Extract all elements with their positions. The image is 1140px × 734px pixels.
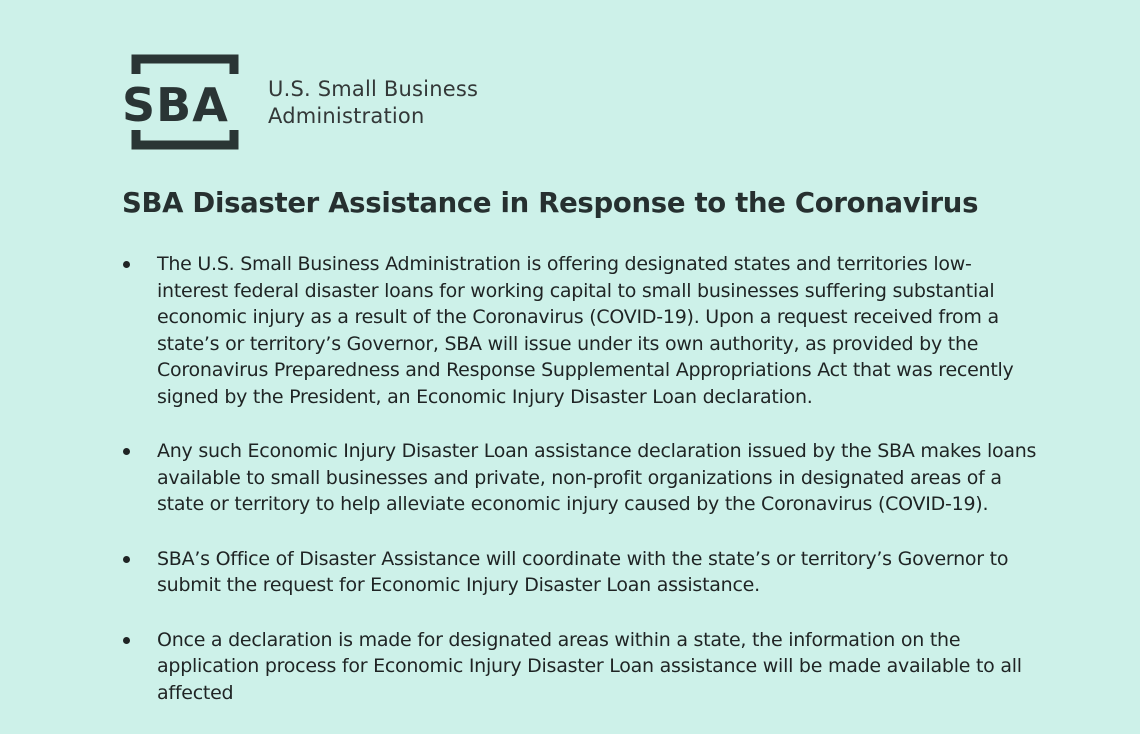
bullet-item: [122, 546, 1042, 599]
sba-logo: [122, 54, 246, 150]
bullet-text: Any such Economic Injury Disaster Loan assistance declaration issued by the SBA makes loans available to small businesses and private, non-profit organizations in designated areas of a state or territory to help alleviate economic injury caused by the Coronavirus (COVID-19).: [157, 440, 1037, 515]
agency-name-line-1: U.S. Small Business: [268, 77, 479, 101]
bullet-item: [122, 438, 1042, 518]
bullet-icon: [123, 261, 130, 268]
sba-logo-text: SBA: [122, 78, 229, 132]
bullet-item: [122, 251, 1042, 410]
bullet-list: [122, 251, 1042, 734]
bullet-icon: [123, 637, 130, 644]
bullet-icon: [123, 556, 130, 563]
bullet-text: The U.S. Small Business Administration is offering designated states and territories low-interest federal disaster loans for working capital to small businesses suffering substantial economic injury as a result of the Coronavirus (COVID-19). Upon a request received from a state’s or territory’s Governor, SBA will issue under its own authority, as provided by the Coronavirus Preparedness and Response Supplemental Appropriations Act that was recently signed by the President, an Economic Injury Disaster Loan declaration.: [157, 253, 1014, 408]
bullet-item: [122, 627, 1042, 707]
bullet-text: SBA’s Office of Disaster Assistance will coordinate with the state’s or territory’s Governor to submit the request for Economic Injury Disaster Loan assistance.: [157, 547, 1009, 596]
agency-name-line-2: Administration: [268, 104, 425, 128]
agency-name: [268, 76, 478, 130]
page-title: SBA Disaster Assistance in Response to the Coronavirus: [122, 187, 979, 219]
bullet-icon: [123, 448, 130, 455]
bullet-text: Once a declaration is made for designated areas within a state, the information on the application process for Economic Injury Disaster Loan assistance will be made available to all affected: [157, 628, 1022, 704]
